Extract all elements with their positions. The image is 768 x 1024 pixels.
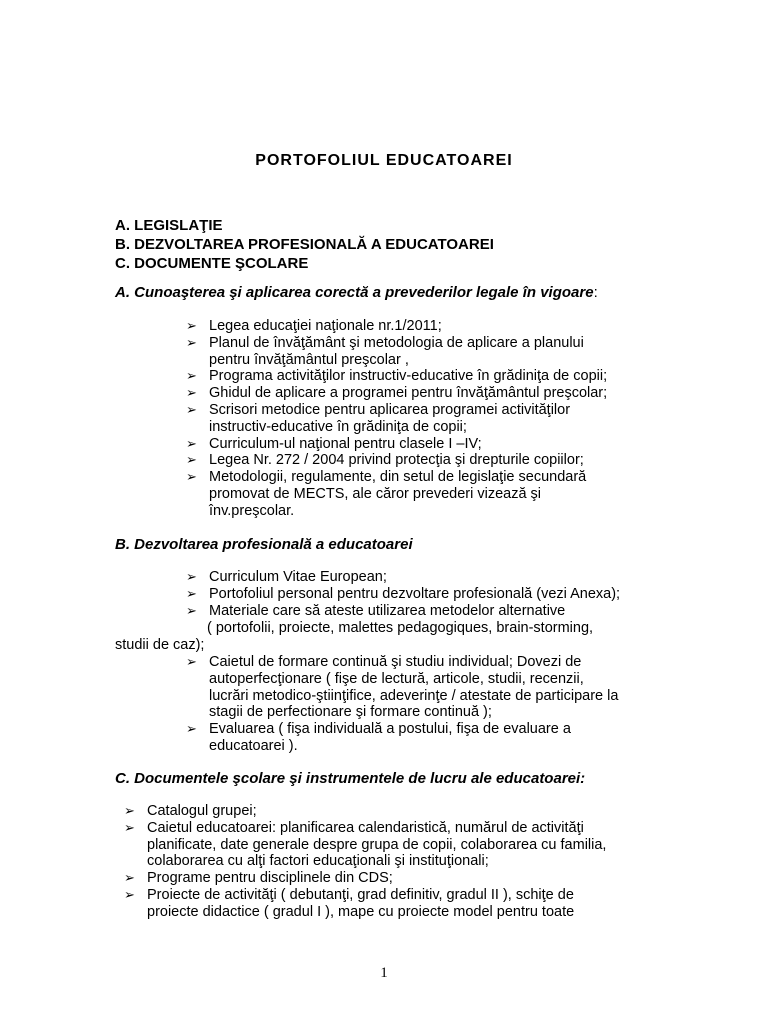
arrow-bullet-icon: ➢ [186,602,197,618]
list-item-line: instructiv-educative în grădiniţa de copii; [209,418,467,435]
list-item [186,469,607,519]
list-item [186,721,618,755]
arrow-bullet-icon: ➢ [186,452,197,468]
list-item-line: Curriculum Vitae European; [209,569,387,585]
table-of-contents [115,216,494,273]
list-item-line: înv.preşcolar. [209,502,295,519]
section-b-list-continued [186,654,618,755]
arrow-bullet-icon: ➢ [186,401,197,417]
list-item-line: educatoarei ). [209,737,298,754]
section-b-continuation [115,620,593,654]
list-item-line: Caietul de formare continuă şi studiu individual; Dovezi de [209,654,582,670]
page-title: PORTOFOLIUL EDUCATOAREI [255,152,513,169]
list-item-line: Programa activităţilor instructiv-educative în grădiniţa de copii; [209,368,608,385]
list-item-line: proiecte didactice ( gradul I ), mape cu proiecte model pentru toate [147,903,575,920]
list-item-line: stagii de perfectionare şi formare continuă ); [209,704,492,721]
arrow-bullet-icon: ➢ [186,435,197,451]
list-item [186,586,620,603]
list-item-line: Caietul educatoarei: planificarea calendaristică, numărul de activităţi [147,819,584,836]
arrow-bullet-icon: ➢ [186,654,197,669]
arrow-bullet-icon: ➢ [186,318,197,333]
toc-item-a: A. LEGISLAŢIE [115,217,223,234]
toc-item-c: C. DOCUMENTE ŞCOLARE [115,255,309,272]
continuation-line: ( portofolii, proiecte, malettes pedagogiques, brain-storming, [207,620,594,636]
list-item-line: Ghidul de aplicare a programei pentru învăţământul preşcolar; [209,385,608,402]
list-item [186,335,607,369]
list-item [186,436,607,453]
list-item-line: autoperfecţionare ( fişe de lectură, articole, studii, recenzii, [209,670,584,687]
arrow-bullet-icon: ➢ [186,569,197,584]
list-item-line: Evaluarea ( fişa individuală a postului, fişa de evaluare a [209,721,571,738]
list-item-line: Metodologii, regulamente, din setul de legislaţie secundară [209,469,587,486]
list-item-line: Portofoliul personal pentru dezvoltare profesională (vezi Anexa); [209,585,621,602]
arrow-bullet-icon: ➢ [186,385,197,401]
section-a-heading-text: A. Cunoaşterea şi aplicarea corectă a prevederilor legale în vigoare [115,284,594,301]
list-item-line: Proiecte de activităţi ( debutanţi, grad definitiv, gradul II ), schiţe de [147,886,574,903]
list-item-line: lucrări metodico-ştiinţifice, adeverinţe / atestate de participare la [209,687,619,704]
toc-item-b: B. DEZVOLTAREA PROFESIONALĂ A EDUCATOAREI [115,236,494,253]
list-item [186,318,607,335]
list-item [124,803,606,820]
list-item-line: Programe pentru disciplinele din CDS; [147,870,393,887]
list-item-line: Materiale care să ateste utilizarea metodelor alternative [209,602,566,619]
list-item [186,569,620,586]
list-item [124,820,606,870]
list-item [186,654,618,721]
list-item-line: Scrisori metodice pentru aplicarea programei activităţilor [209,401,571,418]
list-item [124,887,606,921]
section-a-heading [115,284,598,301]
arrow-bullet-icon: ➢ [124,870,135,886]
section-a-heading-colon: : [593,284,598,301]
list-item-line: promovat de MECTS, ale căror prevederi vizează şi [209,485,542,502]
arrow-bullet-icon: ➢ [124,803,135,818]
list-item-line: Catalogul grupei; [147,803,257,819]
list-item [186,452,607,469]
section-c-heading-text: C. Documentele şcolare şi instrumentele de lucru ale educatoarei [115,770,581,787]
arrow-bullet-icon: ➢ [186,368,197,384]
section-c-heading-colon: : [580,770,586,787]
list-item-line: Legea Nr. 272 / 2004 privind protecţia şi drepturile copiilor; [209,452,584,469]
list-item [124,870,606,887]
arrow-bullet-icon: ➢ [186,585,197,601]
arrow-bullet-icon: ➢ [186,334,197,350]
section-b-heading: B. Dezvoltarea profesională a educatoarei [115,536,413,553]
continuation-line: studii de caz); [115,636,205,653]
list-item-line: Legea educaţiei naţionale nr.1/2011; [209,318,442,334]
section-c-heading [115,770,585,787]
arrow-bullet-icon: ➢ [124,819,135,835]
section-b-list [186,569,620,619]
list-item-line: planificate, date generale despre grupa de copii, colaborarea cu familia, [147,836,607,853]
list-item-line: Curriculum-ul naţional pentru clasele I –IV; [209,435,482,452]
page-number: 1 [380,965,388,981]
list-item [186,385,607,402]
arrow-bullet-icon: ➢ [124,886,135,902]
list-item-line: pentru învăţământul preşcolar , [209,351,409,368]
section-c-list [124,803,606,921]
arrow-bullet-icon: ➢ [186,721,197,737]
section-a-list [186,318,607,520]
list-item [186,402,607,436]
list-item-line: Planul de învăţământ şi metodologia de aplicare a planului [209,334,584,351]
list-item [186,603,620,620]
list-item [186,368,607,385]
arrow-bullet-icon: ➢ [186,469,197,485]
list-item-line: colaborarea cu alţi factori educaţionali şi instituţionali; [147,853,489,870]
